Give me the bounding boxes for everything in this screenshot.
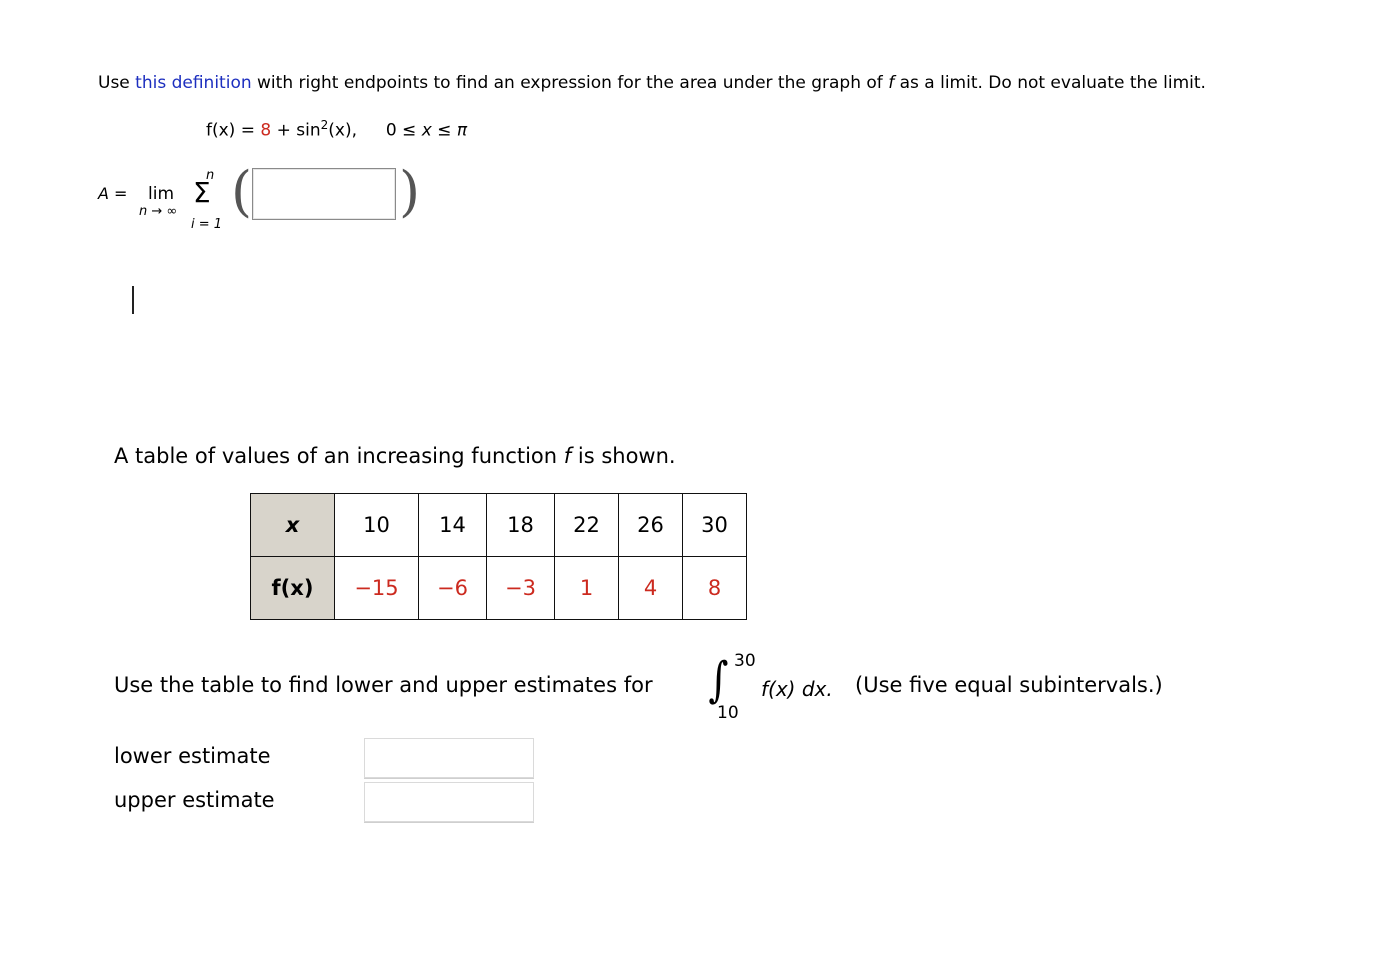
open-paren: ( — [231, 160, 253, 223]
x-value: 10 — [335, 494, 419, 557]
close-paren: ) — [399, 160, 421, 223]
limit-label: lim — [148, 184, 175, 204]
sum-lower-bound: i = 1 — [191, 217, 223, 232]
fx-value: 1 — [555, 557, 619, 620]
integrand: f(x) dx. — [761, 677, 833, 701]
x-value: 18 — [487, 494, 555, 557]
limit-subscript: n → ∞ — [139, 204, 178, 219]
x-value: 14 — [419, 494, 487, 557]
values-table — [250, 493, 747, 620]
lower-estimate-label: lower estimate — [114, 744, 271, 768]
upper-estimate-label: upper estimate — [114, 788, 275, 812]
summand-answer-input[interactable] — [252, 168, 396, 220]
table-row-fx — [251, 557, 747, 620]
fx-value: 4 — [619, 557, 683, 620]
sigma-symbol: Σ — [193, 176, 211, 209]
text-cursor — [132, 286, 134, 314]
given-constant: 8 — [260, 120, 272, 141]
problem1-instructions: Use this definition with right endpoints to find an expression for the area under the graph of f as a limit. Do not evaluate the limit. — [98, 73, 1206, 93]
area-label: A = — [98, 184, 128, 203]
upper-estimate-input[interactable] — [364, 782, 534, 822]
fx-value: −6 — [419, 557, 487, 620]
function-definition: $f(x) = 8 + \sin^2(x)$, 0 ≤ x ≤ π — [206, 118, 468, 141]
integral-sign-icon: ∫ — [708, 652, 729, 708]
sum-upper-bound: n — [206, 168, 215, 183]
fx-header: f(x) — [251, 557, 335, 620]
definition-link[interactable]: this definition — [135, 73, 252, 93]
x-value: 26 — [619, 494, 683, 557]
lower-estimate-input[interactable] — [364, 738, 534, 778]
fx-value: −15 — [335, 557, 419, 620]
table-row-x — [251, 494, 747, 557]
estimate-question: Use the table to find lower and upper estimates for — [114, 673, 653, 697]
x-value: 30 — [683, 494, 747, 557]
integral-lower-limit: 10 — [717, 703, 739, 723]
subinterval-hint: (Use five equal subintervals.) — [855, 673, 1163, 697]
fx-value: −3 — [487, 557, 555, 620]
problem2-intro: A table of values of an increasing function f is shown. — [114, 444, 676, 468]
integral-upper-limit: 30 — [734, 651, 756, 671]
x-header: x — [251, 494, 335, 557]
x-value: 22 — [555, 494, 619, 557]
fx-value: 8 — [683, 557, 747, 620]
